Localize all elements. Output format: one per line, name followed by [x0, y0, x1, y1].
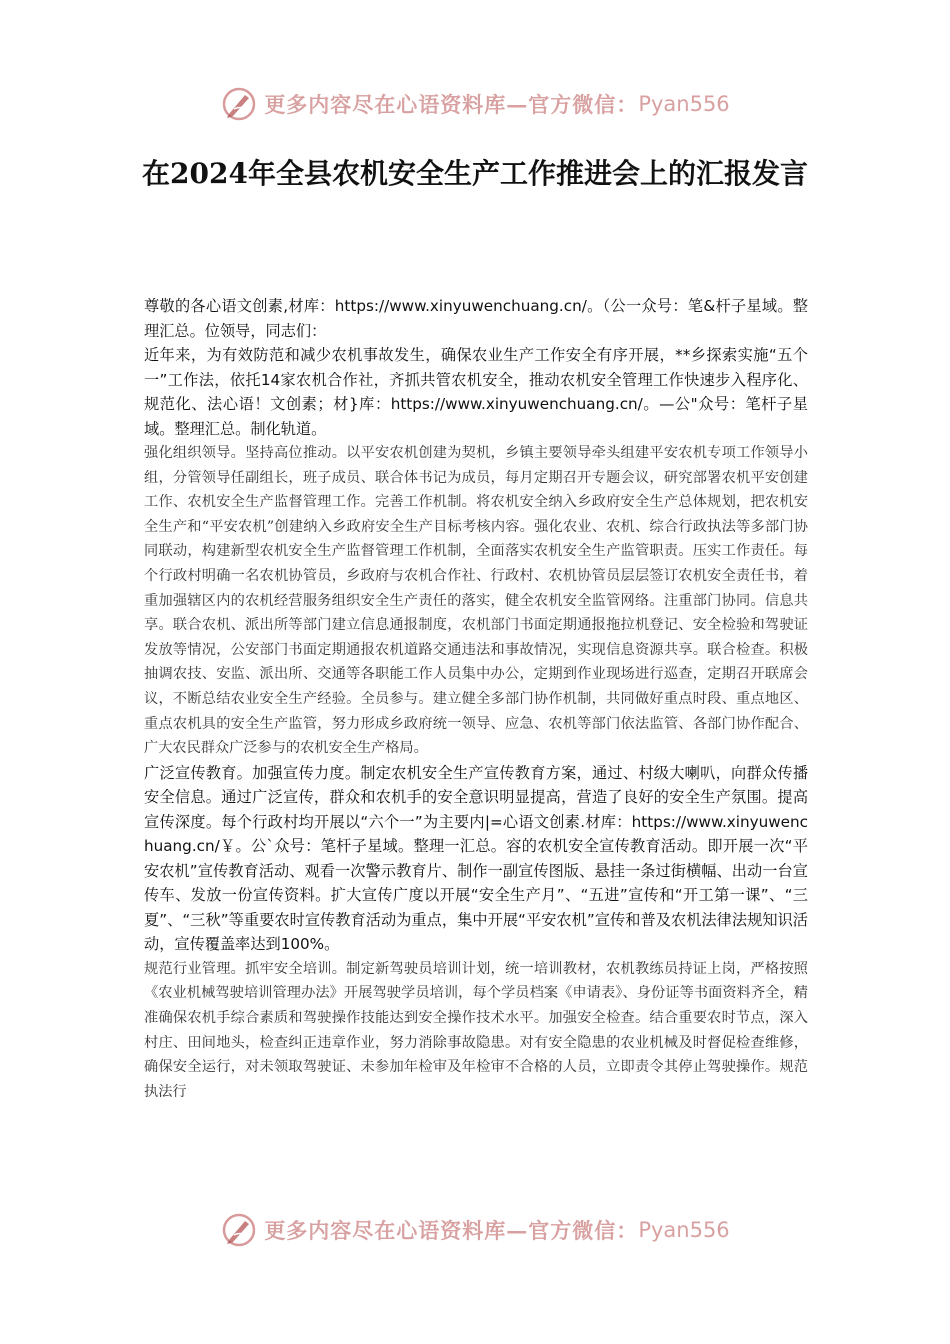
banner-wechat-id: Pyan556: [638, 1218, 730, 1242]
document-title: 在2024年全县农机安全生产工作推进会上的汇报发言: [142, 157, 808, 190]
pen-logo-icon: [220, 85, 258, 123]
paragraph-greeting: 尊敬的各心语文创素,材库：https://www.xinyuwenchuang.cn/。（公一众号：笔&杆子星域。整理汇总。位领导，同志们：: [144, 297, 808, 340]
banner-text: 更多内容尽在心语资料库—官方微信：: [264, 92, 639, 117]
paragraph-publicity: 广泛宣传教育。加强宣传力度。制定农机安全生产宣传教育方案，通过、村级大喇叭，向群众传播安全信息。通过广泛宣传，群众和农机手的安全意识明显提高，营造了良好的安全生产氛围。提高宣传深度。每个行政村均开展以“六个一”为主要内|=心语文创素.材库：https://www.xinyuwenchuang.cn/￥。公`众号：笔杆子星域。整理一汇总。容的农机安全宣传教育活动。即开展一次“平安农机”宣传教育活动、观看一次警示教育片、制作一副宣传图版、悬挂一条过街横幅、出动一台宣传车、发放一份宣传资料。扩大宣传广度以开展“安全生产月”、“五进”宣传和“开工第一课”、“三夏”、“三秋”等重要农时宣传教育活动为重点，集中开展“平安农机”宣传和普及农机法律法规知识活动，宣传覆盖率达到100%。: [144, 763, 808, 954]
document-body: [144, 294, 808, 1104]
footer-banner: [0, 1208, 950, 1252]
paragraph-industry-management: 规范行业管理。抓牢安全培训。制定新驾驶员培训计划，统一培训教材，农机教练员持证上岗，严格按照《农业机械驾驶培训管理办法》开展驾驶学员培训，每个学员档案《申请表》、身份证等书面资料齐全，精准确保农机手综合素质和驾驶操作技能达到安全操作技术水平。加强安全检查。结合重要农时节点，深入村庄、田间地头，检查纠正违章作业，努力消除事故隐患。对有安全隐患的农业机械及时督促检查维修，确保安全运行，对未领取驾驶证、未参加年检审及年检审不合格的人员，立即责令其停止驾驶操作。规范执法行: [144, 960, 808, 1100]
banner-wechat-id: Pyan556: [638, 92, 730, 116]
paragraph-intro: 近年来，为有效防范和减少农机事故发生，确保农业生产工作安全有序开展，**乡探索实施“五个一”工作法，依托14家农机合作社，齐抓共管农机安全，推动农机安全管理工作快速步入程序化、规范化、法心语！文创素；材}库：https://www.xinyuwenchuang.cn/。—公"众号：笔杆子星域。整理汇总。制化轨道。: [144, 346, 808, 438]
banner-text: 更多内容尽在心语资料库—官方微信：: [264, 1218, 639, 1243]
header-banner: [0, 82, 950, 126]
pen-logo-icon: [220, 1211, 258, 1249]
paragraph-organization: 强化组织领导。坚持高位推动。以平安农机创建为契机，乡镇主要领导牵头组建平安农机专项工作领导小组，分管领导任副组长，班子成员、联合体书记为成员，每月定期召开专题会议，研究部署农机平安创建工作、农机安全生产监督管理工作。完善工作机制。将农机安全纳入乡政府安全生产总体规划，把农机安全生产和“平安农机”创建纳入乡政府安全生产目标考核内容。强化农业、农机、综合行政执法等多部门协同联动，构建新型农机安全生产监督管理工作机制，全面落实农机安全生产监管职责。压实工作责任。每个行政村明确一名农机协管员，乡政府与农机合作社、行政村、农机协管员层层签订农机安全责任书，着重加强辖区内的农机经营服务组织安全生产责任的落实，健全农机安全监管网络。注重部门协同。信息共享。联合农机、派出所等部门建立信息通报制度，农机部门书面定期通报拖拉机登记、安全检验和驾驶证发放等情况，公安部门书面定期通报农机道路交通违法和事故情况，实现信息资源共享。联合检查。积极抽调农技、安监、派出所、交通等各职能工作人员集中办公，定期到作业现场进行巡查，定期召开联席会议，不断总结农业安全生产经验。全员参与。建立健全多部门协作机制，共同做好重点时段、重点地区、重点农机具的安全生产监管，努力形成乡政府统一领导、应急、农机等部门依法监管、各部门协作配合、广大农民群众广泛参与的农机安全生产格局。: [144, 445, 808, 757]
